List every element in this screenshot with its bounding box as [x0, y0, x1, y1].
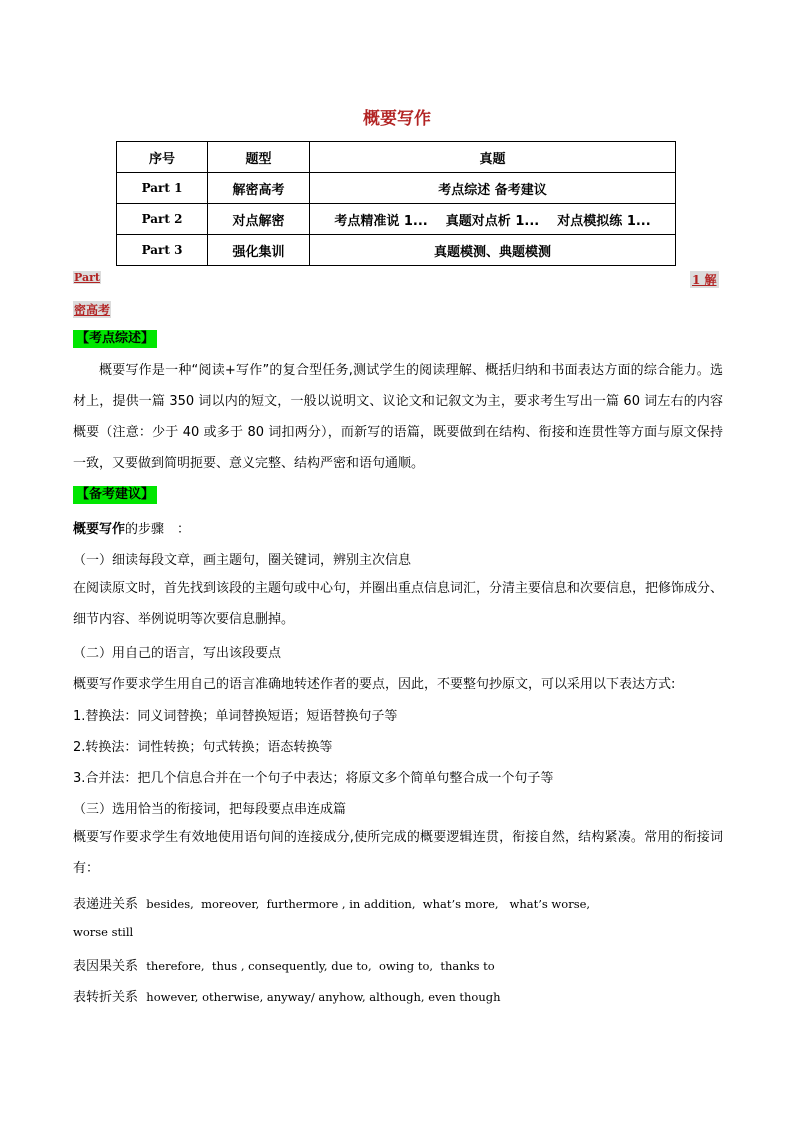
header-type: 题型 — [208, 142, 310, 173]
type-cell: 强化集训 — [208, 235, 310, 266]
connector-words: worse still — [73, 925, 134, 939]
connector-causal — [73, 955, 495, 974]
content-cell: 真题模测、典题模测 — [310, 235, 676, 266]
contents-table — [116, 141, 676, 266]
content-cell: 考点精准说 1... 真题对点析 1... 对点模拟练 1... — [310, 204, 676, 235]
overview-paragraph: 概要写作是一种“阅读+写作”的复合型任务,测试学生的阅读理解、概括归纳和书面表达方面的综合能力。选材上，提供一篇 350 词以内的短文，一般以说明文、议论文和记叙文为主，要求考生写出一篇 60 词左右的内容概要（注意：少于 40 或多于 80 词扣两分），而新写的语篇，既要做到在结构、衔接和连贯性等方面与原文保持一致，又要做到简明扼要、意义完整、结构严密和语句通顺。 — [73, 363, 723, 471]
step-1-text: 在阅读原文时，首先找到该段的主题句或中心句，并圈出重点信息词汇，分清主要信息和次要信息，把修饰成分、细节内容、举例说明等次要信息删掉。 — [73, 581, 724, 627]
step-2-heading: （二）用自己的语言，写出该段要点 — [73, 646, 282, 661]
part-cell: Part 1 — [117, 173, 208, 204]
connector-label: 表因果关系 — [73, 959, 139, 974]
method-3: 3.合并法：把几个信息合并在一个句子中表达；将原文多个简单句整合成一个句子等 — [73, 771, 554, 786]
table-row — [117, 204, 676, 235]
part-marker-continued: 密高考 — [74, 303, 111, 317]
part-marker-left: Part — [74, 271, 100, 284]
step-3-text: 概要写作要求学生有效地使用语句间的连接成分,使所完成的概要逻辑连贯，衔接自然，结构紧凑。常用的衔接词有： — [73, 830, 723, 876]
content-cell: 考点综述 备考建议 — [310, 173, 676, 204]
step-1-heading: （一）细读每段文章，画主题句，圈关键词，辨别主次信息 — [73, 553, 412, 568]
section-tag-overview: 【考点综述】 — [73, 330, 157, 348]
part-cell: Part 3 — [117, 235, 208, 266]
table-header-row — [117, 142, 676, 173]
header-number: 序号 — [117, 142, 208, 173]
connector-label: 表转折关系 — [73, 990, 139, 1005]
part-marker-right: 1 解 — [692, 273, 717, 287]
connector-words: therefore, thus , consequently, due to, owing to, thanks to — [146, 959, 495, 973]
method-1: 1.替换法：同义词替换；单词替换短语；短语替换句子等 — [73, 709, 398, 724]
part-cell: Part 2 — [117, 204, 208, 235]
connector-label: 表递进关系 — [73, 897, 139, 912]
steps-title-rest: 的步骤 ： — [125, 522, 191, 537]
header-content: 真题 — [310, 142, 676, 173]
method-2: 2.转换法：词性转换；句式转换；语态转换等 — [73, 740, 333, 755]
connector-contrast — [73, 986, 501, 1005]
page-title: 概要写作 — [363, 109, 431, 129]
connector-words: besides, moreover, furthermore , in addition, what’s more, what’s worse, — [146, 897, 591, 911]
type-cell: 解密高考 — [208, 173, 310, 204]
table-row — [117, 173, 676, 204]
connector-words: however, otherwise, anyway/ anyhow, although, even though — [146, 990, 501, 1004]
connector-progressive-cont — [73, 925, 133, 940]
step-2-text: 概要写作要求学生用自己的语言准确地转述作者的要点，因此，不要整句抄原文，可以采用以下表达方式: — [73, 677, 676, 692]
steps-title-bold: 概要写作 — [73, 522, 126, 537]
step-3-heading: （三）选用恰当的衔接词，把每段要点串连成篇 — [73, 802, 347, 817]
table-row — [117, 235, 676, 266]
section-tag-advice: 【备考建议】 — [73, 486, 157, 504]
type-cell: 对点解密 — [208, 204, 310, 235]
connector-progressive — [73, 893, 590, 912]
steps-title — [73, 518, 190, 537]
